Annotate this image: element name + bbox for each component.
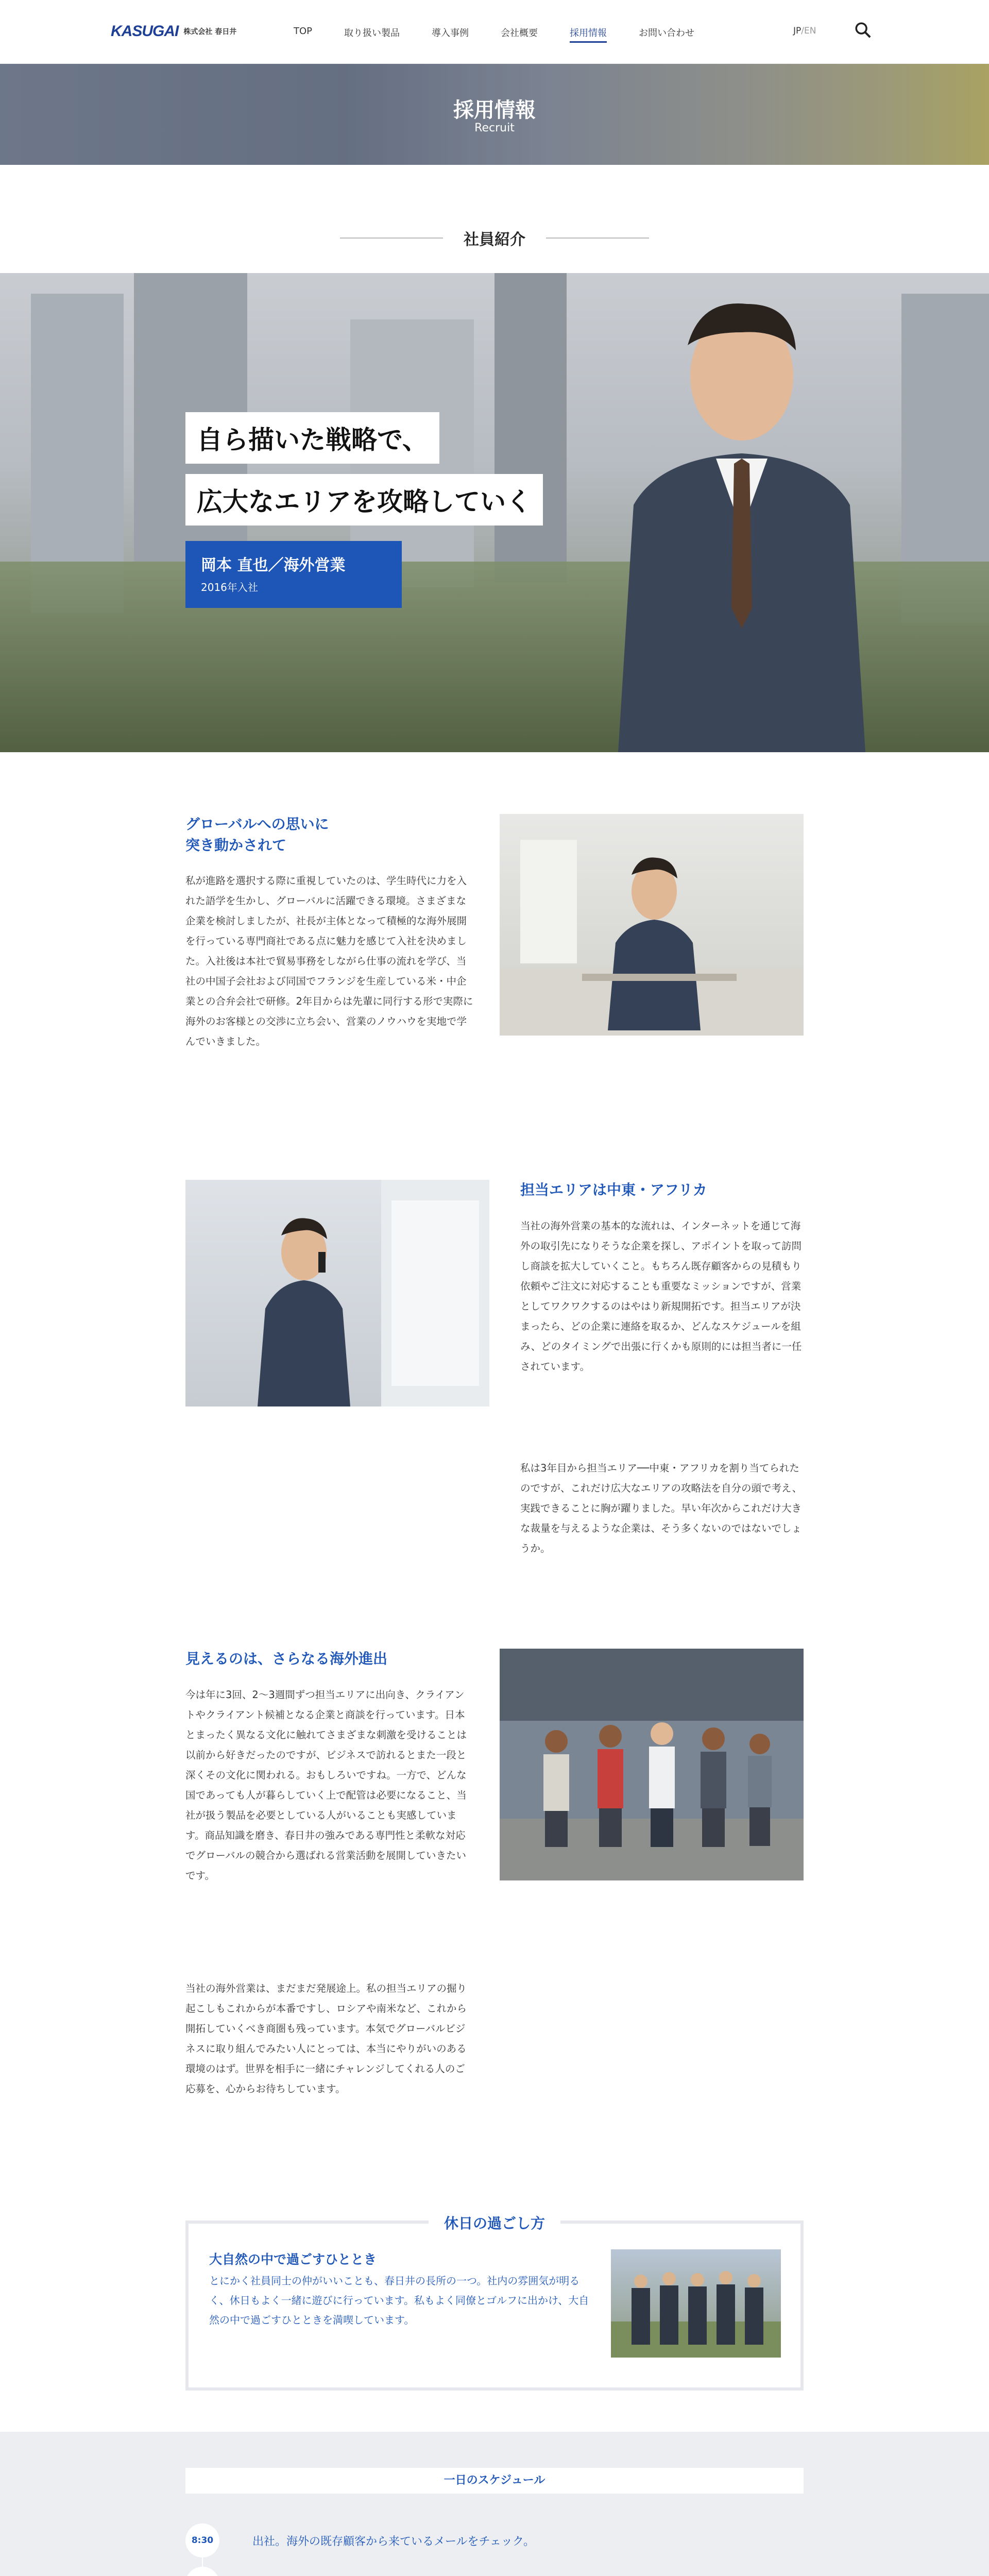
logo-mark: KASUGAI [111,23,179,40]
holiday-title: 休日の過ごし方 [429,2215,560,2232]
nav-top[interactable]: TOP [294,26,313,37]
nav-products[interactable]: 取り扱い製品 [344,28,400,39]
article-2-heading: 担当エリアは中東・アフリカ [520,1181,707,1198]
nav-contact[interactable]: お問い合わせ [639,28,695,39]
article-2-photo [185,1180,489,1406]
lang-jp[interactable]: JP [793,26,802,36]
hero-namebox [185,541,402,608]
section-heading-text: 社員紹介 [464,231,525,249]
article-2-text-2: 私は3年目から担当エリア──中東・アフリカを割り当てられたのですが、これだけ広大なエリアの攻略法を自分の頭で考え、実践できることに胸が躍りました。早い年次からこれだけ大きな裁量を与えるような企業は、そう多くないのではないでしょうか。 [520,1462,803,1554]
holiday-text: とにかく社員同士の仲がいいことも、春日井の長所の一つ。社内の雰囲気が明るく、休日もよく一緒に遊びに行っています。私もよく同僚とゴルフに出かけ、大自然の中で過ごすひとときを満喫しています。 [209,2275,589,2326]
nav-cases[interactable]: 導入事例 [432,28,469,39]
person-photo [598,289,886,752]
article-1-heading: グローバルへの思いに 突き動かされて [185,816,329,854]
schedule-item [185,2524,804,2556]
schedule-time [185,2567,219,2576]
schedule-item [185,2568,804,2576]
schedule-title: 一日のスケジュール [185,2468,804,2494]
article-3-text-2: 当社の海外営業は、まだまだ発展途上。私の担当エリアの掘り起こしもこれからが本番ですし、ロシアや南米など、これから開拓していくべき商圏も残っています。本気でグローバルビジネスに取り組んでみたい人にとっては、本当にやりがいのある環境のはず。世界を相手に一緒にチャレンジしてくれる人のご応募を、心からお待ちしています。 [185,1982,467,2095]
holiday-heading: 大自然の中で過ごすひととき [209,2252,377,2267]
site-logo[interactable] [111,23,236,40]
holiday-photo [611,2249,781,2358]
site-header [0,0,989,64]
article-3-heading: 見えるのは、さらなる海外進出 [185,1650,388,1667]
page-subtitle: Recruit [474,122,515,134]
nav-company[interactable]: 会社概要 [501,28,538,39]
article-1-text: 私が進路を選択する際に重視していたのは、学生時代に力を入れた語学を生かし、グローバルに活躍できる環境。さまざまな企業を検討しましたが、社長が主体となって積極的な海外展開を行っている専門商社である点に魅力を感じて入社を決めました。入社後は本社で貿易事務をしながら仕事の流れを学び、当社の中国子会社および同国でフランジを生産している米・中企業との合弁会社で研修。2年目からは先輩に同行する形で実際に海外のお客様との交渉に立ち会い、営業のノウハウを実地で学んでいきました。 [185,875,473,1047]
logo-subtext: 株式会社 春日井 [183,28,237,36]
article-2-text-1: 当社の海外営業の基本的な流れは、インターネットを通じて海外の取引先になりそうな企業を探し、アポイントを取って訪問し商談を拡大していくこと。もちろん既存顧客からの見積もり依頼やご注文に対応することも重要なミッションですが、営業としてワクワクするのはやはり新規開拓です。担当エリアが決まったら、どの企業に連絡を取るか、どんなスケジュールを組み、どのタイミングで出張に行くかも原則的には担当者に一任されています。 [520,1220,802,1372]
search-button[interactable] [852,20,873,40]
page-title: 採用情報 [453,98,536,122]
schedule-text: 出社。海外の既存顧客から来ているメールをチェック。 [252,2535,535,2548]
schedule-time: 8:30 [185,2523,219,2557]
language-switcher [793,26,816,36]
global-nav [294,26,726,43]
lang-en[interactable]: EN [804,26,816,36]
holiday-box [185,2215,804,2391]
hero-year: 2016年入社 [201,581,258,594]
article-1-photo [500,814,804,1036]
hero-catch-line2: 広大なエリアを攻略していく [185,474,543,526]
article-3-photo [500,1649,804,1880]
lang-separator: / [801,26,804,36]
hero-catch-line1: 自ら描いた戦略で、 [185,412,439,464]
search-icon [854,21,872,39]
nav-recruit[interactable]: 採用情報 [570,26,607,43]
section-heading-staff [0,227,989,249]
article-3-text-1: 今は年に3回、2〜3週間ずつ担当エリアに出向き、クライアントやクライアント候補となる企業と商談を行っています。日本とまったく異なる文化に触れてさまざまな刺激を受けることは以前から好きだったのですが、ビジネスで訪れるとまた一段と深くその文化に関われる。おもしろいですね。一方で、どんな国であっても人が暮らしていく上で配管は必要になること、当社が扱う製品を必要としている人がいることも実感しています。商品知識を磨き、春日井の強みである専門性と柔軟な対応でグローバルの競合から選ばれる営業活動を展開していきたいです。 [185,1689,467,1882]
page-banner [0,64,989,165]
hero-name: 岡本 直也／海外営業 [201,556,346,574]
